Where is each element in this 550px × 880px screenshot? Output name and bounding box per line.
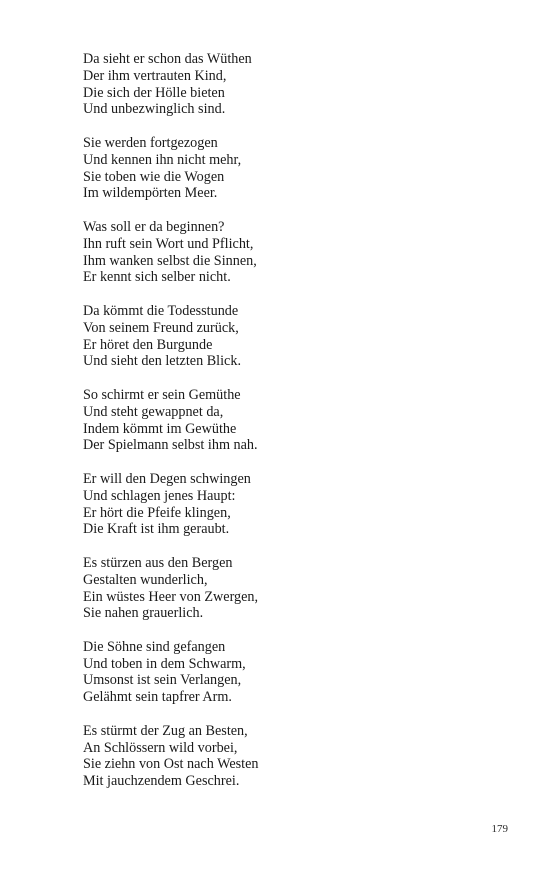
verse-line: Was soll er da beginnen? bbox=[83, 218, 225, 235]
verse-line: Die Kraft ist ihm geraubt. bbox=[83, 521, 230, 538]
verse-line: An Schlössern wild vorbei, bbox=[83, 739, 238, 756]
verse-line: Umsonst ist sein Verlangen, bbox=[83, 672, 242, 689]
stanza bbox=[83, 51, 503, 118]
verse-line: Er höret den Burgunde bbox=[83, 336, 213, 353]
verse-line: Es stürmt der Zug an Besten, bbox=[83, 722, 248, 739]
stanza bbox=[83, 723, 503, 790]
poem-text bbox=[83, 51, 503, 807]
stanza bbox=[83, 303, 503, 370]
verse-line: Sie toben wie die Wogen bbox=[83, 168, 225, 185]
verse-line: Er hört die Pfeife klingen, bbox=[83, 504, 231, 521]
stanza bbox=[83, 219, 503, 286]
verse-line: Da kömmt die Todesstunde bbox=[83, 302, 239, 319]
verse-line: Sie ziehn von Ost nach Westen bbox=[83, 756, 259, 773]
verse-line: Mit jauchzendem Geschrei. bbox=[83, 773, 240, 790]
verse-line: Gestalten wunderlich, bbox=[83, 571, 208, 588]
verse-line: Gelähmt sein tapfrer Arm. bbox=[83, 689, 232, 706]
stanza bbox=[83, 639, 503, 706]
verse-line: So schirmt er sein Gemüthe bbox=[83, 386, 241, 403]
verse-line: Die Söhne sind gefangen bbox=[83, 638, 226, 655]
verse-line: Ihm wanken selbst die Sinnen, bbox=[83, 252, 257, 269]
verse-line: Und schlagen jenes Haupt: bbox=[83, 487, 236, 504]
verse-line: Ein wüstes Heer von Zwergen, bbox=[83, 588, 259, 605]
verse-line: Indem kömmt im Gewüthe bbox=[83, 420, 237, 437]
verse-line: Und sieht den letzten Blick. bbox=[83, 353, 241, 370]
verse-line: Ihn ruft sein Wort und Pflicht, bbox=[83, 235, 254, 252]
verse-line: Und steht gewappnet da, bbox=[83, 403, 224, 420]
verse-line: Er kennt sich selber nicht. bbox=[83, 269, 231, 286]
stanza bbox=[83, 471, 503, 538]
verse-line: Er will den Degen schwingen bbox=[83, 470, 251, 487]
stanza bbox=[83, 135, 503, 202]
verse-line: Es stürzen aus den Bergen bbox=[83, 554, 233, 571]
stanza bbox=[83, 387, 503, 454]
verse-line: Und kennen ihn nicht mehr, bbox=[83, 151, 242, 168]
verse-line: Der ihm vertrauten Kind, bbox=[83, 67, 227, 84]
page-number: 179 bbox=[491, 823, 508, 835]
stanza bbox=[83, 555, 503, 622]
verse-line: Und toben in dem Schwarm, bbox=[83, 655, 246, 672]
verse-line: Im wildempörten Meer. bbox=[83, 185, 218, 202]
verse-line: Und unbezwinglich sind. bbox=[83, 101, 226, 118]
verse-line: Da sieht er schon das Wüthen bbox=[83, 51, 252, 67]
verse-line: Der Spielmann selbst ihm nah. bbox=[83, 437, 258, 454]
verse-line: Die sich der Hölle bieten bbox=[83, 84, 225, 101]
verse-line: Sie nahen grauerlich. bbox=[83, 605, 204, 622]
verse-line: Sie werden fortgezogen bbox=[83, 134, 218, 151]
verse-line: Von seinem Freund zurück, bbox=[83, 319, 239, 336]
